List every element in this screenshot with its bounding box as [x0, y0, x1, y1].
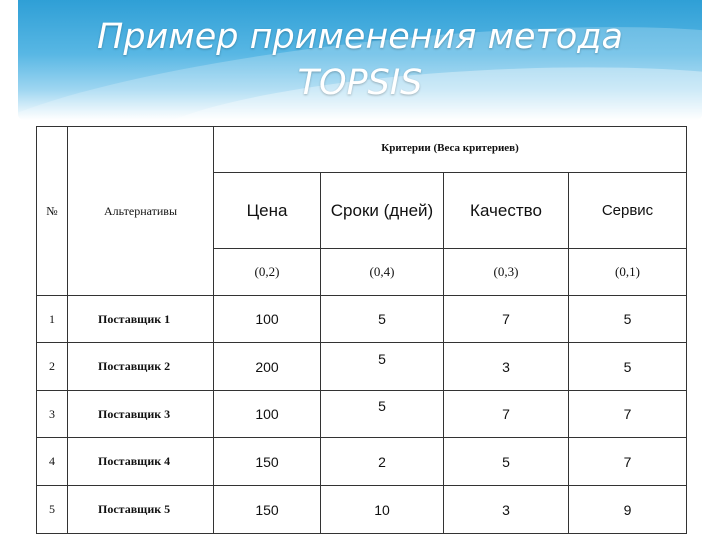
- header-criteria: Критерии (Веса критериев): [214, 127, 687, 173]
- alternative-name: Поставщик 3: [68, 391, 214, 438]
- alternative-name: Поставщик 5: [68, 486, 214, 534]
- table-row: [37, 438, 687, 486]
- cell-service: 7: [569, 438, 687, 486]
- cell-price: 100: [214, 391, 321, 438]
- criterion-weight: (0,2): [214, 249, 321, 296]
- cell-days: 5: [378, 398, 386, 414]
- table-row: [37, 343, 687, 391]
- cell-price: 200: [214, 343, 321, 391]
- cell-days: 2: [321, 438, 444, 486]
- table-header-row: [37, 127, 687, 173]
- header-alternatives: Альтернативы: [68, 127, 214, 296]
- cell-price: 150: [214, 486, 321, 534]
- cell-days-wrap: [321, 343, 444, 391]
- criterion-weight: (0,3): [444, 249, 569, 296]
- cell-service: 9: [569, 486, 687, 534]
- header-number: №: [37, 127, 68, 296]
- cell-quality: 7: [444, 391, 569, 438]
- slide-title-line1: Пример применения метода: [97, 17, 623, 57]
- cell-service: 5: [569, 343, 687, 391]
- table-row: [37, 486, 687, 534]
- criterion-name: Сервис: [569, 173, 687, 249]
- cell-days: 5: [321, 296, 444, 343]
- slide-title-line2: TOPSIS: [297, 63, 423, 103]
- cell-price: 150: [214, 438, 321, 486]
- row-number: 2: [37, 343, 68, 391]
- table-row: [37, 391, 687, 438]
- criterion-weight: (0,4): [321, 249, 444, 296]
- criterion-name: Качество: [444, 173, 569, 249]
- row-number: 3: [37, 391, 68, 438]
- cell-quality: 7: [444, 296, 569, 343]
- cell-days: 5: [378, 350, 386, 367]
- cell-price: 100: [214, 296, 321, 343]
- row-number: 5: [37, 486, 68, 534]
- cell-service: 5: [569, 296, 687, 343]
- cell-quality: 3: [444, 343, 569, 391]
- cell-days-wrap: [321, 391, 444, 438]
- criterion-name: Сроки (дней): [321, 173, 444, 249]
- alternative-name: Поставщик 2: [68, 343, 214, 391]
- cell-service: 7: [569, 391, 687, 438]
- row-number: 1: [37, 296, 68, 343]
- cell-quality: 5: [444, 438, 569, 486]
- topsis-table: [36, 126, 687, 534]
- criterion-weight: (0,1): [569, 249, 687, 296]
- slide-title: [18, 14, 702, 106]
- cell-days: 10: [321, 486, 444, 534]
- cell-quality: 3: [444, 486, 569, 534]
- table-row: [37, 296, 687, 343]
- row-number: 4: [37, 438, 68, 486]
- alternative-name: Поставщик 1: [68, 296, 214, 343]
- criterion-name: Цена: [214, 173, 321, 249]
- alternative-name: Поставщик 4: [68, 438, 214, 486]
